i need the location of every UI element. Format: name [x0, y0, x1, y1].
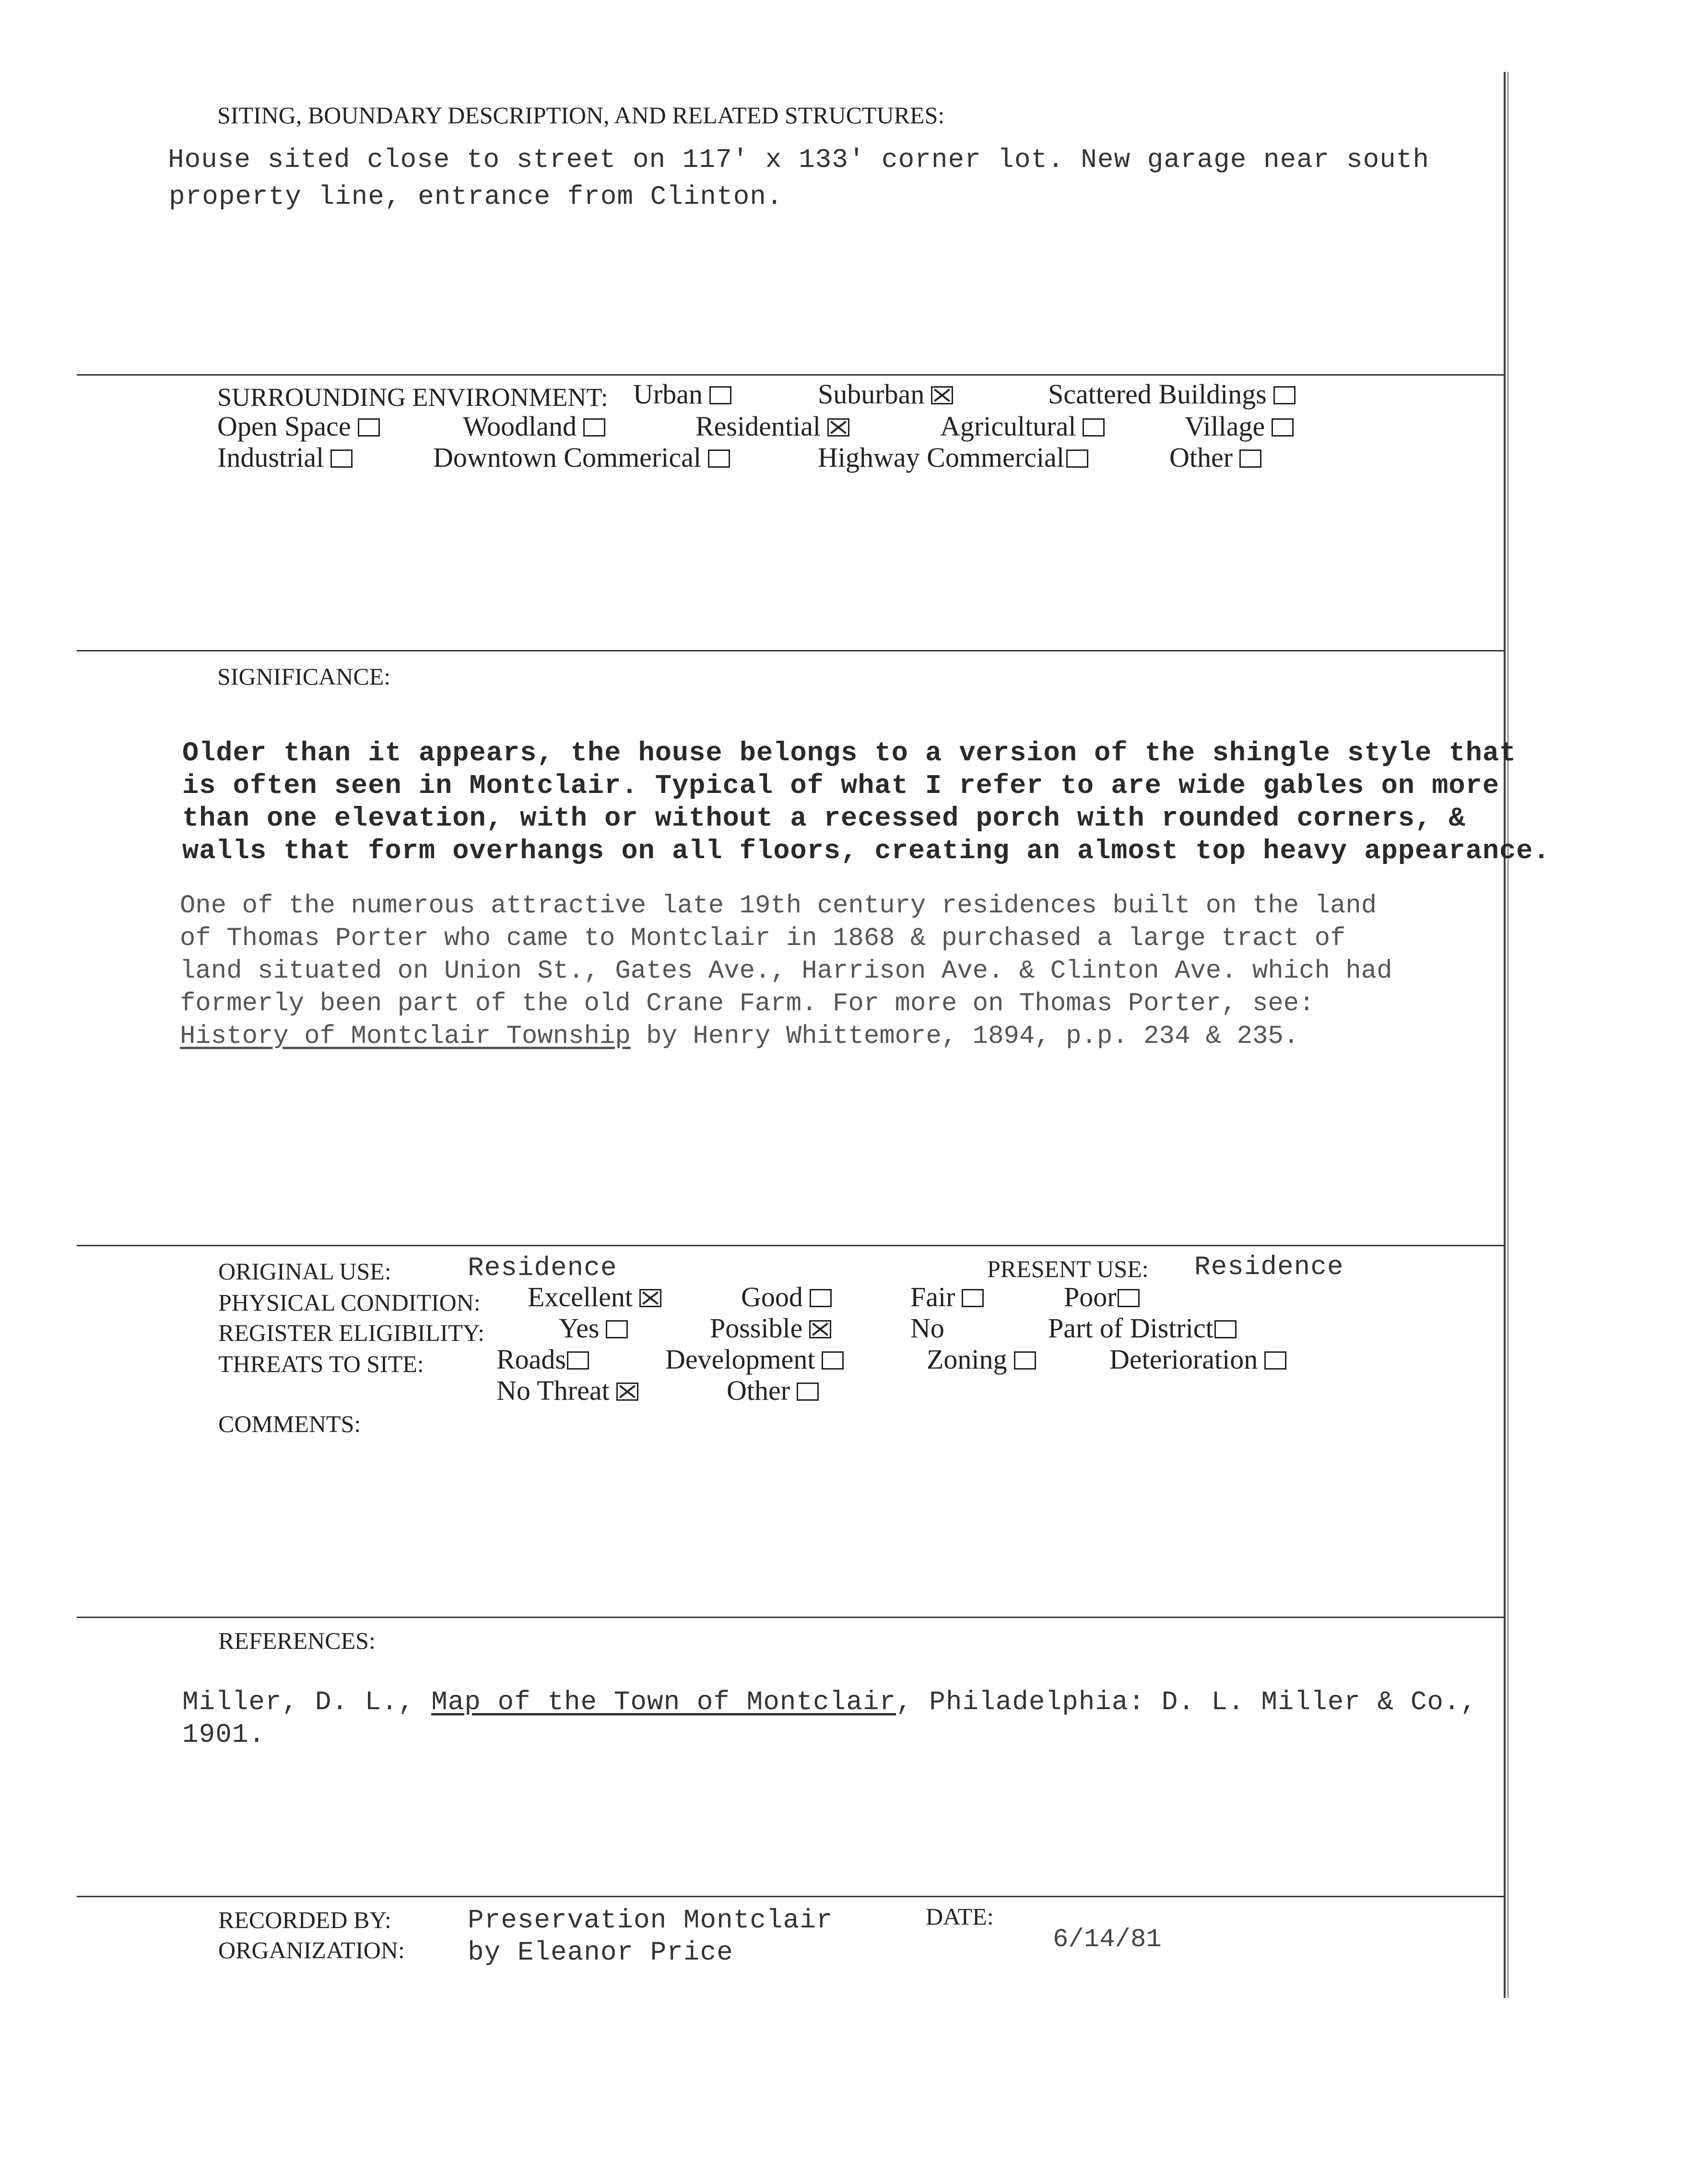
elig-part-of-district-checkbox[interactable]	[1214, 1320, 1237, 1338]
threats-label: THREATS TO SITE:	[218, 1350, 424, 1377]
history-of-montclair-title: History of Montclair Township	[180, 1022, 631, 1051]
cond-fair-label: Fair	[910, 1281, 955, 1312]
threat-other[interactable]	[727, 1377, 819, 1405]
recorded-by-label: RECORDED BY:	[218, 1906, 391, 1933]
threat-other-checkbox[interactable]	[797, 1383, 819, 1401]
threat-zoning-checkbox[interactable]	[1014, 1351, 1036, 1370]
threat-roads-checkbox[interactable]	[567, 1351, 589, 1370]
env-agricultural[interactable]	[940, 413, 1105, 440]
section-divider	[77, 650, 1504, 651]
cond-excellent-label: Excellent	[528, 1281, 633, 1312]
env-highway-checkbox[interactable]	[1066, 449, 1088, 468]
cond-fair[interactable]	[910, 1283, 984, 1311]
elig-no[interactable]	[910, 1314, 944, 1342]
elig-yes[interactable]	[559, 1314, 628, 1342]
elig-possible-label: Possible	[710, 1312, 803, 1344]
elig-part-of-district[interactable]	[1048, 1314, 1237, 1342]
threat-development[interactable]	[665, 1346, 844, 1373]
cond-excellent-checkbox[interactable]	[639, 1289, 661, 1307]
env-highway[interactable]	[818, 444, 1088, 472]
significance-p2-line: of Thomas Porter who came to Montclair in 1868 & purchased a large tract of	[180, 924, 1346, 953]
significance-p1-line: walls that form overhangs on all floors, creating an almost top heavy appearance.	[182, 836, 1550, 867]
reference-author: Miller, D. L.,	[182, 1687, 432, 1717]
section-divider	[77, 1896, 1504, 1897]
cond-poor[interactable]	[1064, 1283, 1140, 1311]
present-use-value: Residence	[1194, 1252, 1344, 1282]
threat-deterioration[interactable]	[1109, 1346, 1286, 1373]
eligibility-label: REGISTER ELIGIBILITY:	[218, 1319, 485, 1346]
cond-fair-checkbox[interactable]	[962, 1289, 984, 1307]
significance-p2-last-line	[180, 1024, 1392, 1056]
env-urban-label: Urban	[633, 378, 703, 410]
cond-good-checkbox[interactable]	[810, 1289, 832, 1307]
env-residential-checkbox[interactable]	[827, 418, 849, 437]
original-use-label: ORIGINAL USE:	[218, 1258, 391, 1285]
significance-p2-line: land situated on Union St., Gates Ave., Harrison Ave. & Clinton Ave. which had	[180, 957, 1392, 986]
section-divider	[77, 1245, 1504, 1246]
significance-p1-line: Older than it appears, the house belongs to a version of the shingle style that	[182, 738, 1517, 769]
env-suburban-label: Suburban	[818, 378, 925, 410]
env-other-label: Other	[1169, 442, 1233, 473]
threat-roads-label: Roads	[496, 1344, 566, 1375]
threat-development-label: Development	[665, 1344, 815, 1375]
elig-yes-label: Yes	[559, 1312, 600, 1344]
organization-value: by Eleanor Price	[468, 1937, 733, 1968]
siting-text-line-2: property line, entrance from Clinton.	[169, 181, 783, 212]
env-agricultural-label: Agricultural	[940, 411, 1076, 442]
threat-no-threat-checkbox[interactable]	[616, 1383, 638, 1401]
env-village-label: Village	[1185, 411, 1265, 442]
threat-deterioration-label: Deterioration	[1109, 1344, 1258, 1375]
significance-paragraph-2	[180, 893, 1392, 1056]
environment-row-1	[217, 383, 608, 411]
date-label: DATE:	[926, 1903, 994, 1930]
env-woodland-label: Woodland	[463, 411, 577, 442]
significance-p1-line: is often seen in Montclair. Typical of what I refer to are wide gables on more	[182, 771, 1500, 802]
reference-publisher: , Philadelphia: D. L. Miller & Co.,	[896, 1687, 1477, 1717]
right-border-line	[1504, 72, 1506, 1998]
env-urban[interactable]	[633, 380, 731, 408]
threat-zoning[interactable]	[927, 1346, 1036, 1373]
env-scattered-label: Scattered Buildings	[1048, 378, 1267, 410]
env-suburban[interactable]	[818, 380, 953, 408]
env-village-checkbox[interactable]	[1272, 418, 1294, 437]
env-downtown[interactable]	[433, 444, 730, 472]
threat-no-threat-label: No Threat	[496, 1375, 610, 1406]
env-open-space-label: Open Space	[217, 411, 351, 442]
significance-p1-line: than one elevation, with or without a recessed porch with rounded corners, &	[182, 804, 1466, 834]
env-industrial[interactable]	[217, 444, 353, 472]
siting-text-line-1: House sited close to street on 117' x 133' corner lot. New garage near south	[168, 144, 1430, 175]
elig-part-of-district-label: Part of District	[1048, 1312, 1213, 1344]
env-residential-label: Residential	[695, 411, 821, 442]
env-downtown-label: Downtown Commerical	[433, 442, 701, 473]
env-agricultural-checkbox[interactable]	[1083, 418, 1105, 437]
section-divider	[77, 1617, 1504, 1618]
env-scattered-checkbox[interactable]	[1273, 386, 1296, 404]
reference-line-2: 1901.	[182, 1719, 266, 1750]
threat-other-label: Other	[727, 1375, 790, 1406]
env-industrial-checkbox[interactable]	[330, 449, 353, 468]
siting-label: SITING, BOUNDARY DESCRIPTION, AND RELATED STRUCTURES:	[217, 102, 945, 129]
env-urban-checkbox[interactable]	[709, 386, 731, 404]
threat-no-threat[interactable]	[496, 1377, 638, 1405]
significance-p2-line: formerly been part of the old Crane Farm. For more on Thomas Porter, see:	[180, 989, 1315, 1018]
env-other[interactable]	[1169, 444, 1261, 472]
significance-p2-line: One of the numerous attractive late 19th century residences built on the land	[180, 891, 1377, 921]
cond-poor-label: Poor	[1064, 1281, 1117, 1312]
threat-development-checkbox[interactable]	[822, 1351, 844, 1370]
original-use-value: Residence	[468, 1253, 617, 1283]
env-scattered[interactable]	[1048, 380, 1296, 408]
date-value: 6/14/81	[1053, 1925, 1162, 1954]
elig-no-label: No	[910, 1312, 944, 1344]
env-suburban-checkbox[interactable]	[931, 386, 953, 404]
threat-deterioration-checkbox[interactable]	[1264, 1351, 1286, 1370]
reference-line-1	[182, 1689, 1477, 1715]
env-industrial-label: Industrial	[217, 442, 324, 473]
threat-roads[interactable]	[496, 1346, 589, 1373]
env-residential[interactable]	[695, 413, 849, 440]
environment-label: SURROUNDING ENVIRONMENT:	[217, 383, 608, 412]
env-open-space-checkbox[interactable]	[358, 418, 380, 437]
cond-good-label: Good	[741, 1281, 803, 1312]
env-highway-label: Highway Commercial	[818, 442, 1064, 473]
recorded-by-value: Preservation Montclair	[468, 1905, 833, 1936]
present-use-label: PRESENT USE:	[987, 1255, 1149, 1282]
env-other-checkbox[interactable]	[1239, 449, 1261, 468]
significance-paragraph-1	[182, 740, 1550, 871]
organization-label: ORGANIZATION:	[218, 1937, 405, 1963]
section-divider	[77, 374, 1504, 376]
elig-possible[interactable]	[710, 1314, 831, 1342]
threat-zoning-label: Zoning	[927, 1344, 1007, 1375]
history-citation-rest: by Henry Whittemore, 1894, p.p. 234 & 235.	[630, 1022, 1299, 1051]
env-downtown-checkbox[interactable]	[708, 449, 730, 468]
elig-yes-checkbox[interactable]	[606, 1320, 628, 1338]
env-woodland[interactable]	[463, 413, 605, 440]
comments-label: COMMENTS:	[218, 1410, 361, 1437]
env-open-space[interactable]	[217, 413, 380, 440]
cond-good[interactable]	[741, 1283, 832, 1311]
condition-label: PHYSICAL CONDITION:	[218, 1289, 481, 1316]
cond-excellent[interactable]	[528, 1283, 661, 1311]
env-woodland-checkbox[interactable]	[583, 418, 605, 437]
env-village[interactable]	[1185, 413, 1294, 440]
significance-label: SIGNIFICANCE:	[217, 663, 391, 690]
cond-poor-checkbox[interactable]	[1118, 1289, 1140, 1307]
elig-possible-checkbox[interactable]	[809, 1320, 831, 1338]
reference-title: Map of the Town of Montclair	[431, 1687, 896, 1717]
references-label: REFERENCES:	[218, 1627, 376, 1654]
